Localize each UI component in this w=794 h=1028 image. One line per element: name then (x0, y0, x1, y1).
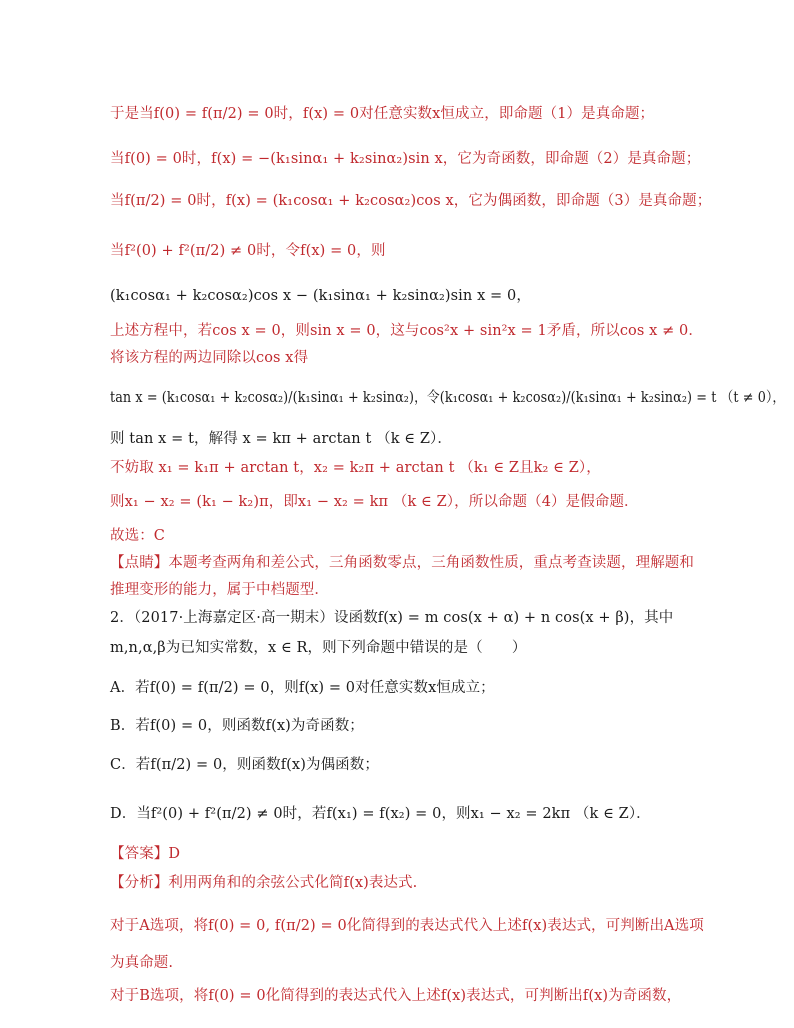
analysis-line-3: 为真命题. (110, 955, 174, 971)
analysis-line-2: 对于A选项，将f(0) = 0, f(π/2) = 0化简得到的表达式代入上述f(x)表达式，可判断出A选项 (110, 918, 704, 934)
answer-label: 【答案】D (110, 846, 181, 862)
answer-choice: 故选：C (110, 528, 165, 544)
solution-line-1: 于是当f(0) = f(π/2) = 0时，f(x) = 0对任意实数x恒成立，即命题（1）是真命题； (110, 106, 655, 122)
solution-line-6: 上述方程中，若cos x = 0，则sin x = 0，这与cos²x + sin²x = 1矛盾，所以cos x ≠ 0． (110, 323, 703, 339)
question-2-line-2: m,n,α,β为已知实常数，x ∈ R，则下列命题中错误的是（ ） (110, 640, 527, 656)
solution-line-9: 则 tan x = t，解得 x = kπ + arctan t （k ∈ Z）． (110, 431, 452, 447)
option-d: D．当f²(0) + f²(π/2) ≠ 0时，若f(x₁) = f(x₂) = 0，则x₁ − x₂ = 2kπ （k ∈ Z）． (110, 806, 651, 822)
option-b: B．若f(0) = 0，则函数f(x)为奇函数； (110, 718, 364, 734)
solution-line-3: 当f(π/2) = 0时，f(x) = (k₁cosα₁ + k₂cosα₂)cos x，它为偶函数，即命题（3）是真命题； (110, 193, 712, 209)
solution-line-11: 则x₁ − x₂ = (k₁ − k₂)π，即x₁ − x₂ = kπ （k ∈ Z），所以命题（4）是假命题． (110, 494, 639, 510)
option-c: C．若f(π/2) = 0，则函数f(x)为偶函数； (110, 757, 379, 773)
comment-line-2: 推理变形的能力，属于中档题型． (110, 582, 329, 598)
analysis-line-1: 【分析】利用两角和的余弦公式化简f(x)表达式. (110, 875, 418, 891)
analysis-line-4: 对于B选项，将f(0) = 0化简得到的表达式代入上述f(x)表达式，可判断出f(x)为奇函数， (110, 988, 682, 1004)
solution-line-4: 当f²(0) + f²(π/2) ≠ 0时，令f(x) = 0，则 (110, 243, 386, 259)
question-2-line-1: 2．（2017·上海嘉定区·高一期末）设函数f(x) = m cos(x + α) + n cos(x + β)，其中 (110, 610, 674, 626)
solution-equation: (k₁cosα₁ + k₂cosα₂)cos x − (k₁sinα₁ + k₂sinα₂)sin x = 0， (110, 288, 531, 304)
solution-line-10: 不妨取 x₁ = k₁π + arctan t，x₂ = k₂π + arctan t （k₁ ∈ Z且k₂ ∈ Z）， (110, 460, 601, 476)
solution-tan-equation: tan x = (k₁cosα₁ + k₂cosα₂)/(k₁sinα₁ + k₂sinα₂)，令(k₁cosα₁ + k₂cosα₂)/(k₁sinα₁ + k₂sinα₂) = t （t ≠ 0）， (110, 390, 786, 406)
solution-line-7: 将该方程的两边同除以cos x得 (110, 350, 309, 366)
solution-line-2: 当f(0) = 0时，f(x) = −(k₁sinα₁ + k₂sinα₂)sin x，它为奇函数，即命题（2）是真命题； (110, 151, 701, 167)
option-a: A．若f(0) = f(π/2) = 0，则f(x) = 0对任意实数x恒成立； (110, 680, 495, 696)
comment-line-1: 【点睛】本题考查两角和差公式，三角函数零点，三角函数性质，重点考查读题，理解题和 (110, 555, 694, 571)
